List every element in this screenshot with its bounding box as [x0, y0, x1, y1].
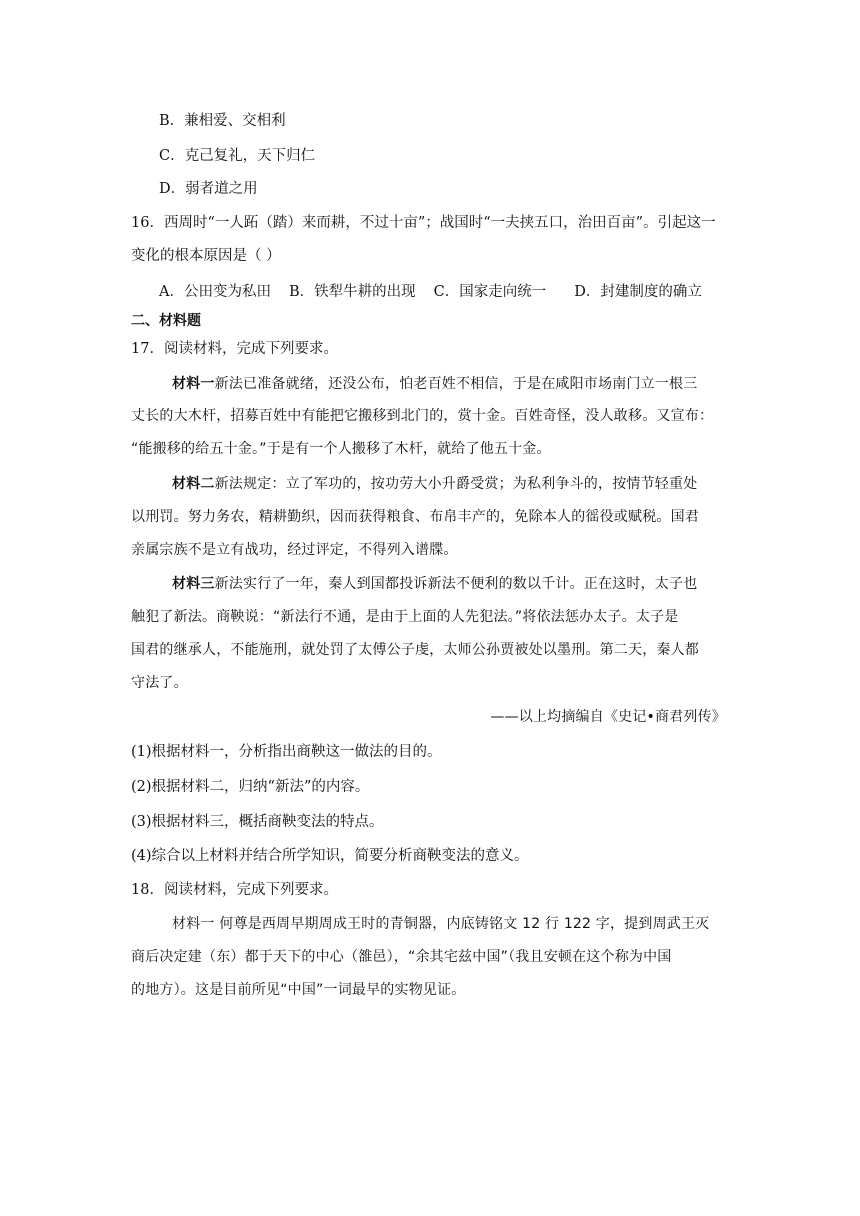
q15-option-b: B．兼相爱、交相利: [159, 113, 286, 129]
q18-material1-line2: 商后决定建（东）都于天下的中心（雒邑），“余其宅兹中国”（我且安顿在这个称为中国: [131, 949, 672, 965]
q17-material3-label: 材料三: [172, 576, 215, 592]
q16-stem-line1: 16．西周时“一人跖（踏）来而耕，不过十亩”；战国时“一夫挟五口，治田百亩”。引起这一: [131, 215, 716, 231]
section2-title: 二、材料题: [131, 313, 201, 329]
q17-sub1: (1)根据材料一，分析指出商鞅这一做法的目的。: [131, 744, 442, 760]
q17-material1-line3: “能搬移的给五十金。”于是有一个人搬移了木杆，就给了他五十金。: [131, 441, 551, 457]
q17-sub2: (2)根据材料二，归纳“新法”的内容。: [131, 779, 370, 795]
q17-stem: 17．阅读材料，完成下列要求。: [131, 341, 338, 357]
q17-material2-label: 材料二: [172, 476, 215, 492]
q17-material1-line2: 丈长的大木杆，招募百姓中有能把它搬移到北门的，赏十金。百姓奇怪，没人敢移。又宣布：: [131, 408, 714, 424]
q17-material2-line3: 亲属宗族不是立有战功，经过评定，不得列入谱牒。: [131, 542, 458, 558]
q17-material1-label: 材料一: [172, 376, 215, 392]
q15-option-d: D．弱者道之用: [159, 181, 258, 197]
q16-options: [159, 282, 720, 302]
q17-source-citation: ——以上均摘编自《史记•商君列传》: [490, 709, 726, 725]
q17-material3-line3: 国君的继承人，不能施刑，就处罚了太傅公子虔，太师公孙贾被处以墨刑。第二天，秦人都: [131, 642, 699, 658]
q16-option-b: B．铁犁牛耕的出现: [288, 284, 416, 300]
q17-sub4: (4)综合以上材料并结合所学知识，简要分析商鞅变法的意义。: [131, 848, 529, 864]
q17-material2-line2: 以刑罚。努力务农，精耕勤织，因而获得粮食、布帛丰产的，免除本人的徭役或赋税。国君: [131, 509, 699, 525]
q16-option-d: D．封建制度的确立: [574, 284, 702, 300]
q17-material1-line1: 材料一新法已准备就绪，还没公布，怕老百姓不相信，于是在咸阳市场南门立一根三: [172, 376, 698, 392]
q16-option-c: C．国家走向统一: [433, 284, 547, 300]
q16-option-a: A．公田变为私田: [159, 284, 271, 300]
q17-sub3: (3)根据材料三，概括商鞅变法的特点。: [131, 814, 384, 830]
q17-material3-line1: 材料三新法实行了一年，秦人到国都投诉新法不便利的数以千计。正在这时，太子也: [172, 576, 698, 592]
q18-material1-line3: 的地方）。这是目前所见“中国”一词最早的实物见证。: [131, 982, 466, 998]
q18-material1-line1: 材料一 何尊是西周早期周成王时的青铜器，内底铸铭文 12 行 122 字，提到周武王灭: [172, 916, 710, 932]
q17-material3-line4: 守法了。: [131, 675, 188, 691]
q15-option-c: C．克己复礼，天下归仁: [159, 148, 316, 164]
q17-material3-line2: 触犯了新法。商鞅说：“新法行不通，是由于上面的人先犯法。”将依法惩办太子。太子是: [131, 609, 679, 625]
q18-stem: 18．阅读材料，完成下列要求。: [131, 882, 338, 898]
q16-stem-line2: 变化的根本原因是（ ）: [131, 248, 281, 264]
q17-material2-line1: 材料二新法规定：立了军功的，按功劳大小升爵受赏；为私利争斗的，按情节轻重处: [172, 476, 698, 492]
